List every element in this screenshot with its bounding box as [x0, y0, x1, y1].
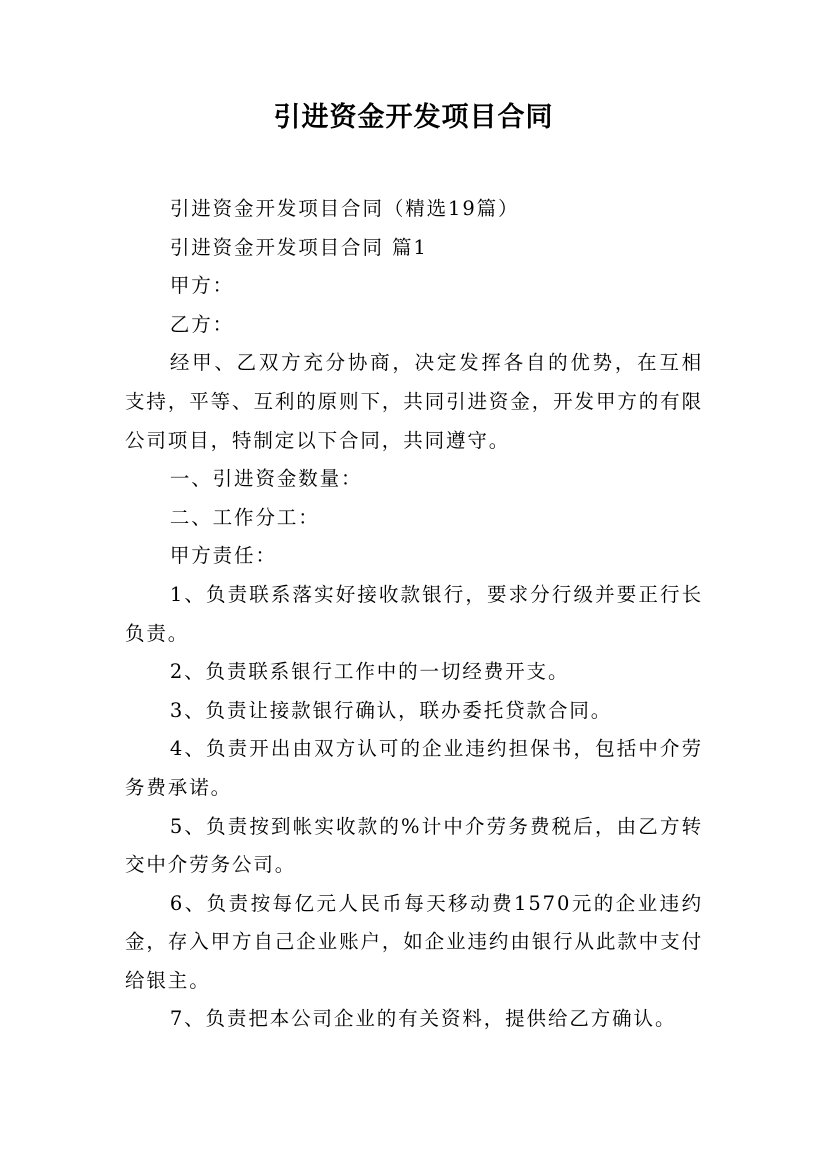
document-body: [125, 190, 703, 1039]
paragraph-duty-2: 2、负责联系银行工作中的一切经费开支。: [169, 660, 570, 684]
paragraph-clause-1: 一、引进资金数量：: [169, 467, 363, 491]
paragraph-section-title: 引进资金开发项目合同 篇1: [169, 235, 428, 259]
paragraph-duty-6: 6、负责按每亿元人民币每天移动费1570元的企业违约金，存入甲方自己企业账户，如企业违约由银行从此款中支付给银主。: [125, 891, 703, 992]
paragraph-duty-5: 5、负责按到帐实收款的%计中介劳务费税后，由乙方转交中介劳务公司。: [125, 814, 703, 877]
paragraph-party-a-duties: 甲方责任：: [169, 544, 277, 568]
paragraph-duty-3: 3、负责让接款银行确认，联办委托贷款合同。: [169, 698, 613, 722]
paragraph-duty-4: 4、负责开出由双方认可的企业违约担保书，包括中介劳务费承诺。: [125, 737, 703, 799]
paragraph-duty-7: 7、负责把本公司企业的有关资料，提供给乙方确认。: [169, 1007, 677, 1031]
paragraph-heading: 引进资金开发项目合同（精选19篇）: [169, 197, 520, 220]
paragraph-party-b: 乙方：: [169, 312, 235, 336]
document-title: 引进资金开发项目合同: [273, 102, 554, 133]
paragraph-duty-1: 1、负责联系落实好接收款银行，要求分行级并要正行长负责。: [125, 582, 703, 645]
paragraph-party-a: 甲方：: [169, 274, 235, 298]
paragraph-preamble: 经甲、乙双方充分协商，决定发挥各自的优势，在互相支持，平等、互利的原则下，共同引进资金，开发甲方的有限公司项目，特制定以下合同，共同遵守。: [125, 351, 703, 452]
paragraph-clause-2: 二、工作分工：: [169, 505, 320, 529]
